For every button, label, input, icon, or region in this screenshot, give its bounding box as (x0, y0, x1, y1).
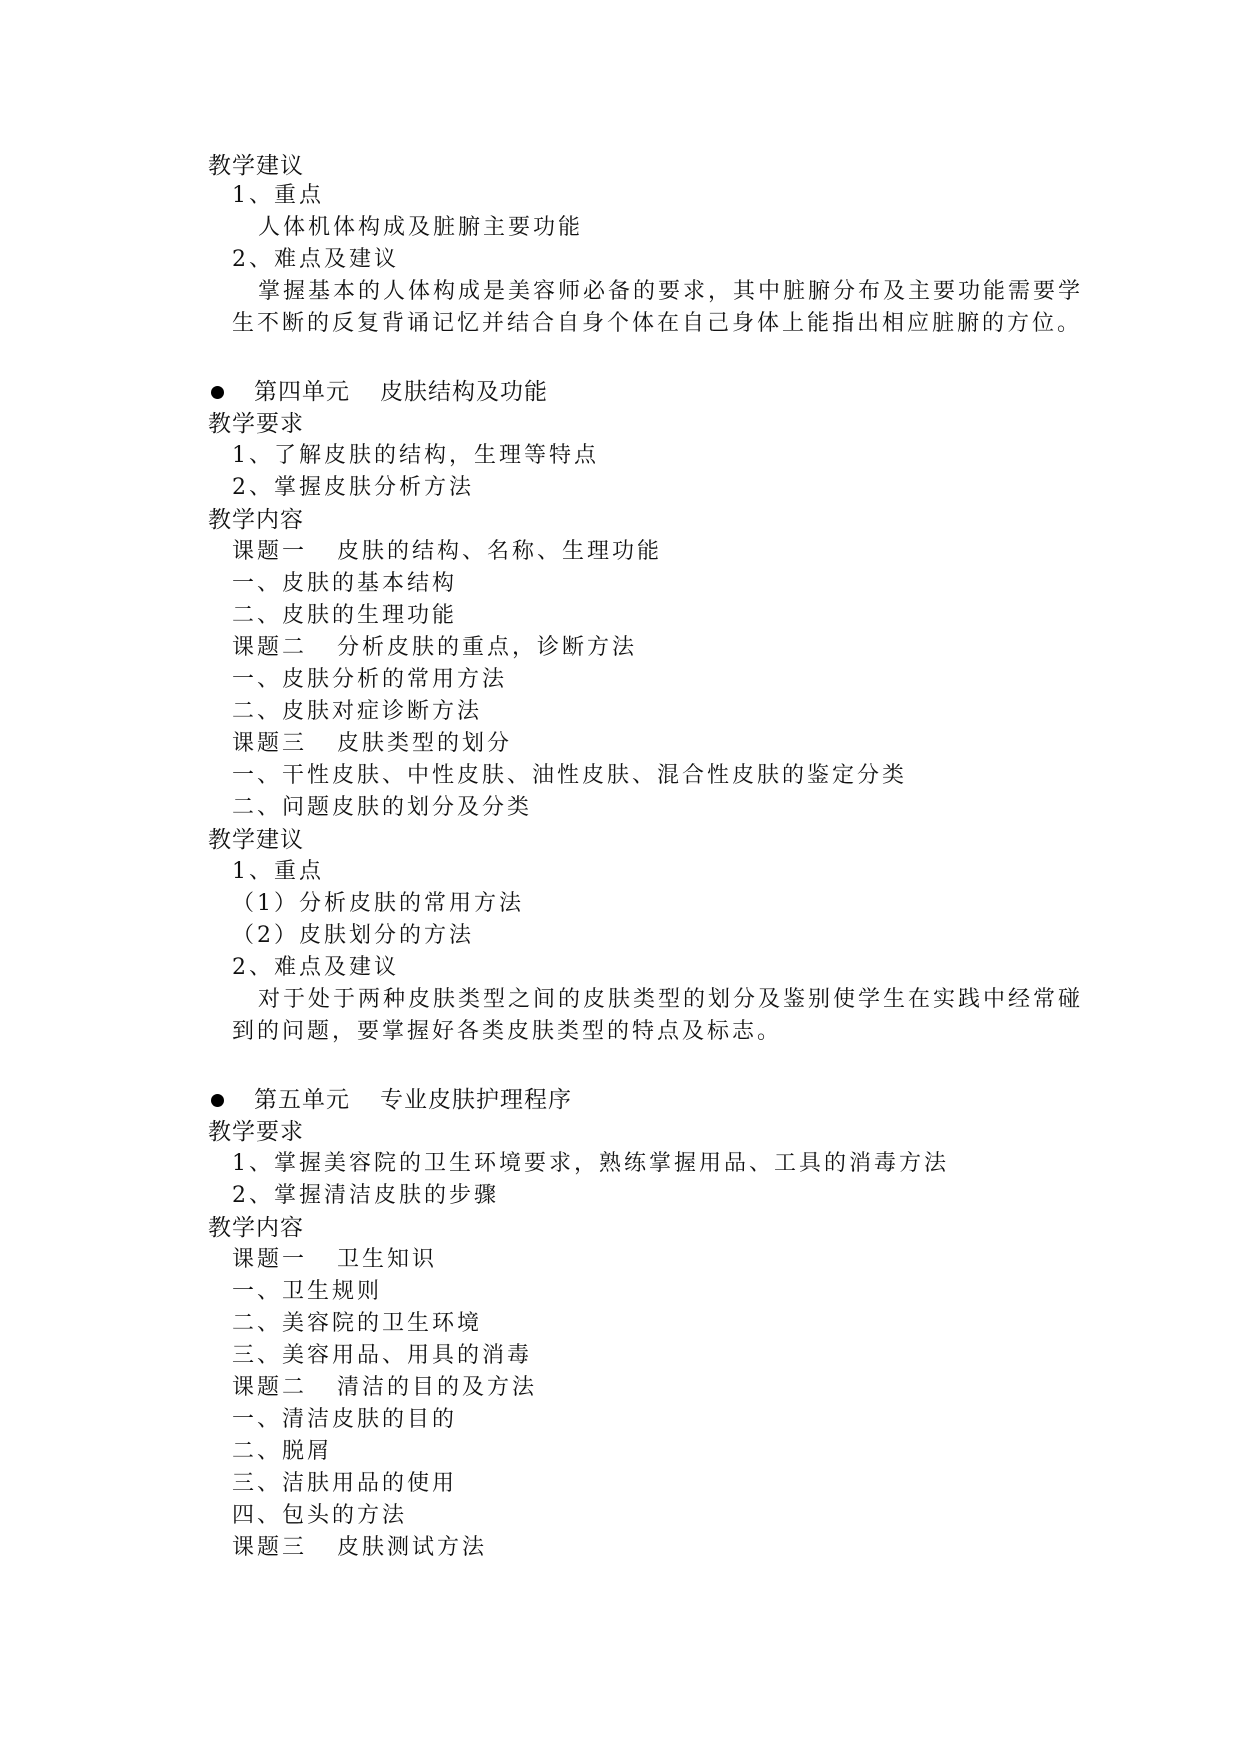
list-item: 一、皮肤的基本结构 (232, 571, 458, 596)
list-item: 四、包头的方法 (232, 1503, 408, 1528)
list-item: 一、干性皮肤、中性皮肤、油性皮肤、混合性皮肤的鉴定分类 (232, 763, 908, 788)
topic-title: 分析皮肤的重点，诊断方法 (337, 635, 638, 660)
key-point-label: 1、重点 (232, 859, 324, 884)
list-item: 二、脱屑 (232, 1439, 333, 1464)
topic-heading (232, 1532, 487, 1564)
teaching-suggestion-heading: 教学建议 (208, 827, 304, 853)
key-point-label: 1、重点 (232, 183, 324, 208)
list-item: （2）皮肤划分的方法 (232, 923, 474, 948)
topic-heading (232, 536, 662, 568)
list-item: 1、掌握美容院的卫生环境要求，熟练掌握用品、工具的消毒方法 (232, 1151, 949, 1176)
topic-title: 皮肤测试方法 (337, 1535, 488, 1560)
list-item: 2、掌握清洁皮肤的步骤 (232, 1183, 499, 1208)
difficulty-text-line: 生不断的反复背诵记忆并结合自身个体在自己身体上能指出相应脏腑的方位。 (232, 311, 1083, 336)
topic-label: 课题一 (232, 539, 308, 564)
teaching-content-heading: 教学内容 (208, 507, 304, 533)
topic-title: 皮肤的结构、名称、生理功能 (337, 539, 663, 564)
list-item: 一、卫生规则 (232, 1279, 383, 1304)
unit-number: 第四单元 (254, 379, 350, 405)
list-item: 三、洁肤用品的使用 (232, 1471, 458, 1496)
topic-title: 皮肤类型的划分 (337, 731, 513, 756)
topic-heading (232, 632, 637, 664)
bullet-icon (211, 386, 224, 399)
topic-label: 课题三 (232, 731, 308, 756)
difficulty-text-line: 到的问题，要掌握好各类皮肤类型的特点及标志。 (232, 1019, 783, 1044)
difficulty-label: 2、难点及建议 (232, 247, 399, 272)
list-item: 1、了解皮肤的结构，生理等特点 (232, 443, 599, 468)
teaching-requirement-heading: 教学要求 (208, 1119, 304, 1145)
unit-heading (254, 1084, 572, 1116)
topic-label: 课题二 (232, 1375, 308, 1400)
teaching-suggestion-heading: 教学建议 (208, 153, 304, 179)
list-item: 二、皮肤的生理功能 (232, 603, 458, 628)
list-item: 三、美容用品、用具的消毒 (232, 1343, 533, 1368)
topic-heading (232, 728, 512, 760)
teaching-content-heading: 教学内容 (208, 1215, 304, 1241)
list-item: 二、皮肤对症诊断方法 (232, 699, 483, 724)
difficulty-label: 2、难点及建议 (232, 955, 399, 980)
topic-heading (232, 1372, 537, 1404)
difficulty-text-line: 对于处于两种皮肤类型之间的皮肤类型的划分及鉴别使学生在实践中经常碰 (258, 987, 1084, 1012)
unit-title: 皮肤结构及功能 (380, 379, 548, 405)
list-item: 2、掌握皮肤分析方法 (232, 475, 474, 500)
topic-title: 清洁的目的及方法 (337, 1375, 538, 1400)
topic-title: 卫生知识 (337, 1247, 438, 1272)
topic-label: 课题二 (232, 635, 308, 660)
topic-heading (232, 1244, 437, 1276)
teaching-requirement-heading: 教学要求 (208, 411, 304, 437)
list-item: 二、美容院的卫生环境 (232, 1311, 483, 1336)
list-item: （1）分析皮肤的常用方法 (232, 891, 524, 916)
list-item: 一、清洁皮肤的目的 (232, 1407, 458, 1432)
topic-label: 课题一 (232, 1247, 308, 1272)
unit-title: 专业皮肤护理程序 (380, 1087, 572, 1113)
list-item: 二、问题皮肤的划分及分类 (232, 795, 533, 820)
unit-heading (254, 376, 548, 408)
bullet-icon (211, 1094, 224, 1107)
list-item: 一、皮肤分析的常用方法 (232, 667, 508, 692)
difficulty-text-line: 掌握基本的人体构成是美容师必备的要求，其中脏腑分布及主要功能需要学 (258, 279, 1084, 304)
topic-label: 课题三 (232, 1535, 308, 1560)
unit-number: 第五单元 (254, 1087, 350, 1113)
key-point-text: 人体机体构成及脏腑主要功能 (258, 215, 584, 240)
